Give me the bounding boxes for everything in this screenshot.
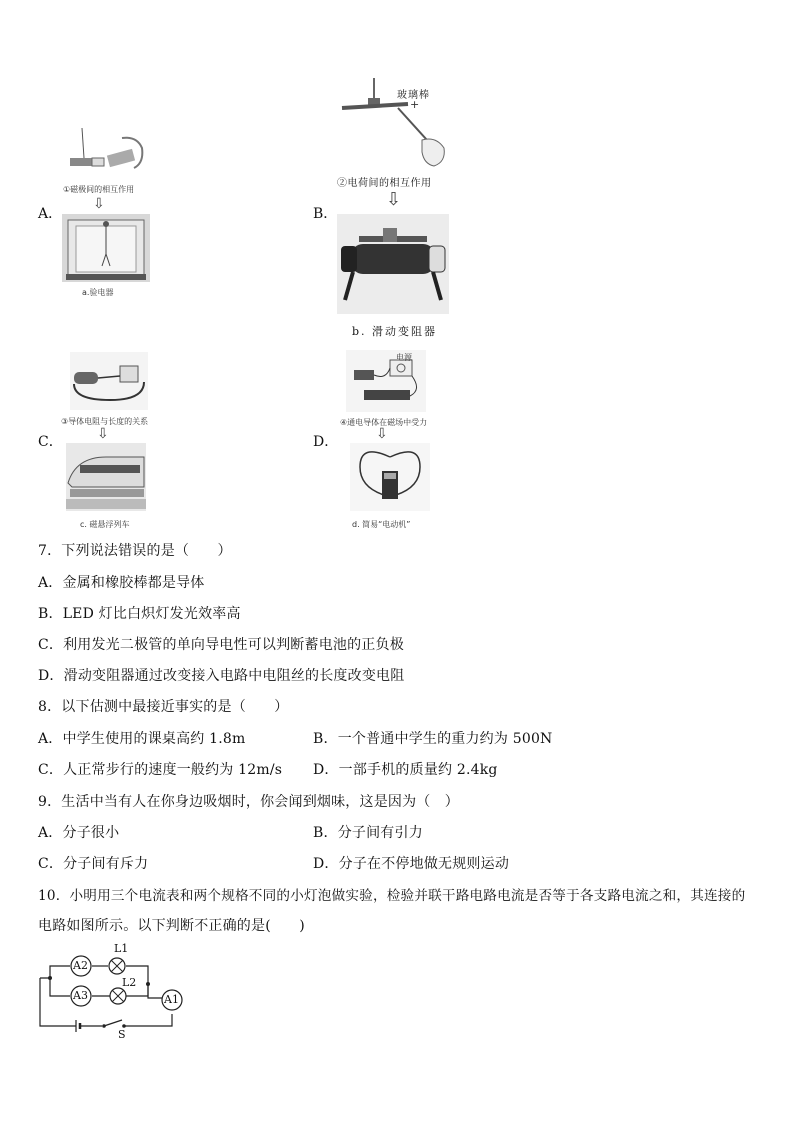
motor-force-photo — [346, 350, 426, 412]
option-a-bottom-caption: a.验电器 — [82, 288, 114, 297]
q9-stem: 9．生活中当有人在你身边吸烟时，你会闻到烟味，这是因为（ ） — [38, 794, 459, 810]
electroscope-photo — [62, 214, 150, 282]
rheostat-drawing — [337, 214, 449, 314]
q9-option-a[interactable]: A．分子很小 — [38, 825, 120, 841]
simple-motor-photo — [350, 443, 430, 511]
q9-option-b[interactable]: B．分子间有引力 — [313, 825, 423, 841]
option-c-bottom-caption: c. 磁悬浮列车 — [80, 520, 130, 529]
q8-option-d[interactable]: D．一部手机的质量约 2.4kg — [313, 762, 498, 778]
option-c-arrow-icon: ⇩ — [97, 426, 109, 442]
q10-stem-line-1: 10．小明用三个电流表和两个规格不同的小灯泡做实验，检验并联干路电路电流是否等于各支路电流之和，其连接的 — [38, 888, 746, 904]
q10-stem-line-2: 电路如图所示。以下判断不正确的是( ) — [38, 918, 305, 934]
glass-rod-label: 玻璃棒 — [397, 90, 430, 101]
q7-option-b[interactable]: B．LED 灯比白炽灯发光效率高 — [38, 606, 241, 622]
lamp-l1-label: L1 — [114, 942, 129, 955]
option-d-top-caption: ④通电导体在磁场中受力 — [340, 418, 428, 427]
lamp-l2-label: L2 — [122, 976, 137, 989]
glass-rod-drawing — [336, 78, 448, 170]
option-b-top-caption: ②电荷间的相互作用 — [337, 178, 432, 189]
q8-option-c[interactable]: C．人正常步行的速度一般约为 12m/s — [38, 762, 283, 778]
q7-option-d[interactable]: D．滑动变阻器通过改变接入电路中电阻丝的长度改变电阻 — [38, 668, 405, 684]
option-a-top-caption: ①磁极间的相互作用 — [63, 185, 135, 194]
glass-rod-photo — [336, 78, 448, 170]
power-supply-label: 电源 — [396, 353, 412, 362]
option-b-bottom-caption: b. 滑动变阻器 — [352, 325, 438, 338]
glass-rod-sign: + — [410, 98, 420, 111]
option-c-label[interactable]: C． — [38, 434, 63, 450]
simple-motor-drawing — [350, 443, 430, 511]
q7-option-c[interactable]: C．利用发光二极管的单向导电性可以判断蓄电池的正负极 — [38, 637, 404, 653]
q8-option-b[interactable]: B．一个普通中学生的重力约为 500N — [313, 731, 553, 747]
rheostat-photo — [337, 214, 449, 314]
switch-s-label: S — [118, 1028, 126, 1041]
ammeter-a3-label: A3 — [73, 989, 88, 1002]
option-b-arrow-icon: ⇩ — [386, 189, 402, 210]
ammeter-a2-label: A2 — [73, 959, 88, 972]
maglev-drawing — [66, 443, 146, 511]
q7-option-a[interactable]: A．金属和橡胶棒都是导体 — [38, 575, 205, 591]
q9-option-c[interactable]: C．分子间有斥力 — [38, 856, 149, 872]
option-d-arrow-icon: ⇩ — [376, 426, 388, 442]
option-a-arrow-icon: ⇩ — [93, 196, 105, 212]
resistance-length-photo — [70, 352, 148, 410]
resistance-circuit-drawing — [70, 352, 148, 410]
circuit-diagram — [36, 940, 196, 1040]
magnet-interaction-photo — [62, 128, 148, 178]
option-d-bottom-caption: d. 简易“电动机” — [352, 520, 411, 529]
q8-stem: 8．以下估测中最接近事实的是（ ） — [38, 699, 289, 715]
option-d-label[interactable]: D． — [313, 434, 339, 450]
q7-stem: 7．下列说法错误的是（ ） — [38, 543, 232, 559]
ammeter-a1-label: A1 — [164, 993, 179, 1006]
magnet-drawing — [62, 128, 148, 178]
q9-option-d[interactable]: D．分子在不停地做无规则运动 — [313, 856, 510, 872]
circuit-wires — [36, 940, 196, 1040]
electroscope-drawing — [62, 214, 150, 282]
option-a-label[interactable]: A． — [38, 206, 63, 222]
motor-force-drawing — [346, 350, 426, 412]
option-c-top-caption: ③导体电阻与长度的关系 — [61, 417, 149, 426]
option-b-label[interactable]: B． — [313, 206, 338, 222]
maglev-train-photo — [66, 443, 146, 511]
q8-option-a[interactable]: A．中学生使用的课桌高约 1.8m — [38, 731, 246, 747]
